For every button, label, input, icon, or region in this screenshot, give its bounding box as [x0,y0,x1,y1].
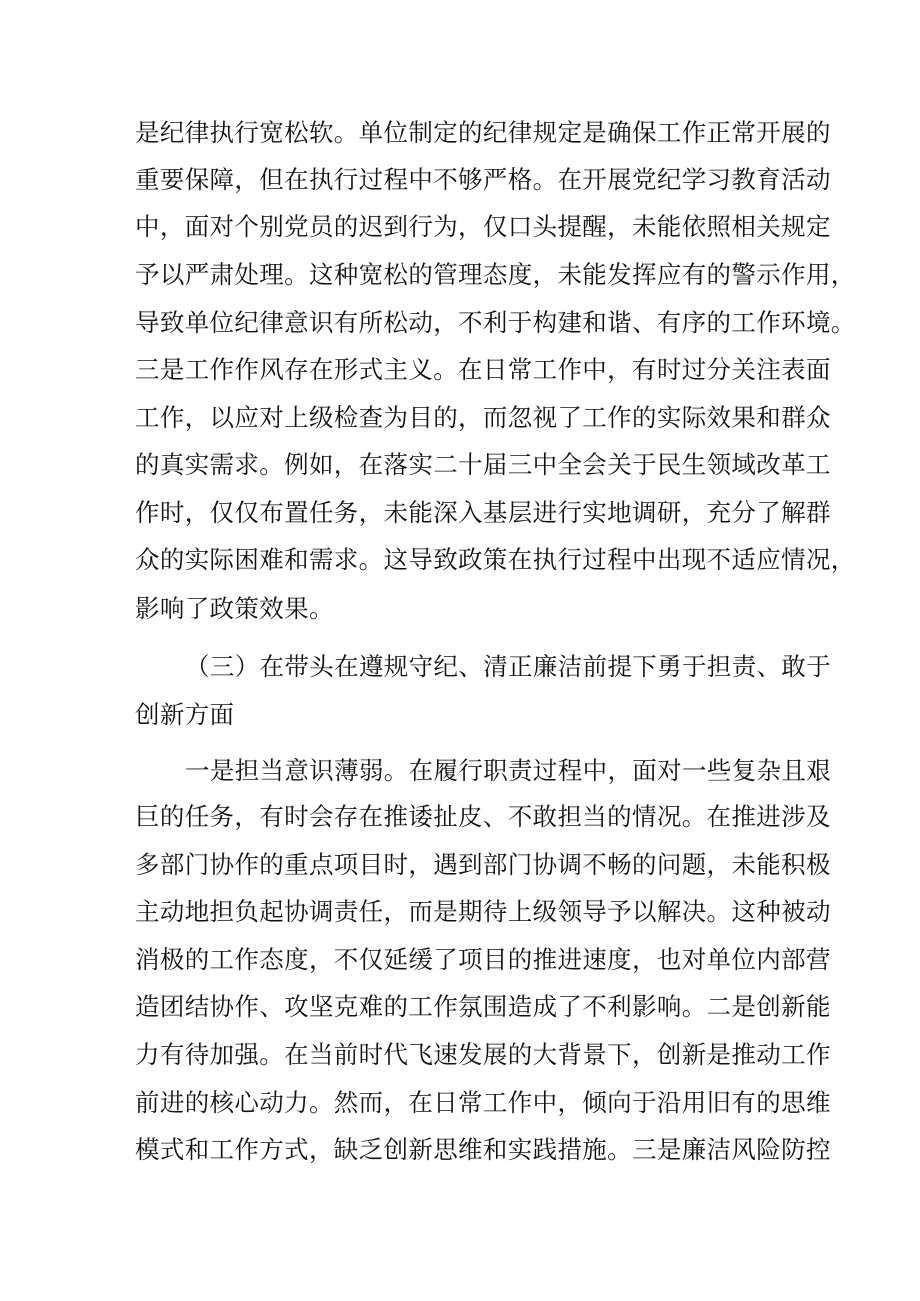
text-line-9: 作时，仅仅布置任务，未能深入基层进行实地调研，充分了解群 [135,498,831,527]
text-line-20: 力有待加强。在当前时代飞速发展的大背景下，创新是推动工作 [135,1040,831,1069]
section-heading-line-2: 创新方面 [135,700,235,729]
text-line-2: 重要保障，但在执行过程中不够严格。在开展党纪学习教育活动 [135,165,831,194]
text-line-3: 中，面对个别党员的迟到行为，仅口头提醒，未能依照相关规定 [135,212,831,241]
text-line-11: 影响了政策效果。 [135,594,334,623]
text-line-4: 予以严肃处理。这种宽松的管理态度，未能发挥应有的警示作用， [135,260,856,289]
text-line-5: 导致单位纪律意识有所松动，不利于构建和谐、有序的工作环境。 [135,308,856,337]
text-line-15: 巨的任务，有时会存在推诿扯皮、不敢担当的情况。在推进涉及 [135,802,831,831]
text-line-16: 多部门协作的重点项目时，遇到部门协调不畅的问题，未能积极 [135,850,831,879]
text-line-18: 消极的工作态度，不仅延缓了项目的推进速度，也对单位内部营 [135,945,831,974]
section-heading-line-1: （三）在带头在遵规守纪、清正廉洁前提下勇于担责、敢于 [185,652,832,681]
text-line-10: 众的实际困难和需求。这导致政策在执行过程中出现不适应情况， [135,545,856,574]
text-line-1: 是纪律执行宽松软。单位制定的纪律规定是确保工作正常开展的 [135,118,831,147]
text-line-14: 一是担当意识薄弱。在履行职责过程中，面对一些复杂且艰 [185,756,832,785]
text-line-19: 造团结协作、攻坚克难的工作氛围造成了不利影响。二是创新能 [135,992,831,1021]
text-line-22: 模式和工作方式，缺乏创新思维和实践措施。三是廉洁风险防控 [135,1135,831,1164]
text-line-8: 的真实需求。例如，在落实二十届三中全会关于民生领域改革工 [135,450,831,479]
text-line-21: 前进的核心动力。然而，在日常工作中，倾向于沿用旧有的思维 [135,1088,831,1117]
text-line-17: 主动地担负起协调责任，而是期待上级领导予以解决。这种被动 [135,897,831,926]
text-line-7: 工作，以应对上级检查为目的，而忽视了工作的实际效果和群众 [135,403,831,432]
text-line-6: 三是工作作风存在形式主义。在日常工作中，有时过分关注表面 [135,355,831,384]
